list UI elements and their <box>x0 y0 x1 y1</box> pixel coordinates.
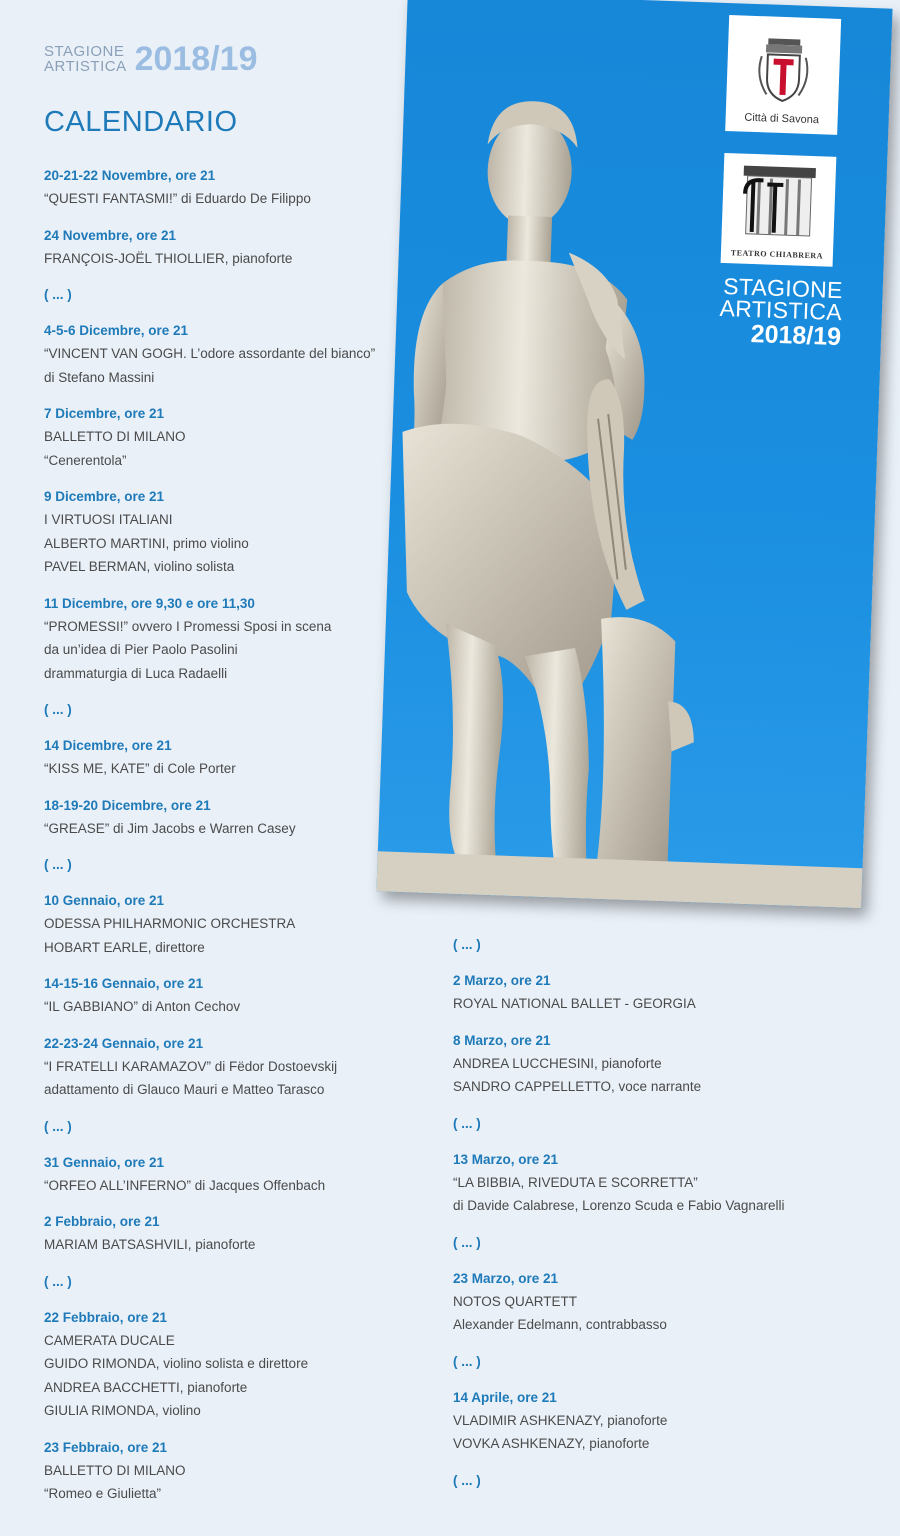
event-date: 2 Febbraio, ore 21 <box>44 1214 160 1229</box>
event-detail: “QUESTI FANTASMI!” di Eduardo De Filippo <box>44 191 311 206</box>
event-date: 9 Dicembre, ore 21 <box>44 489 165 504</box>
brochure-cover <box>376 0 892 908</box>
calendar-event <box>44 225 404 271</box>
event-detail: “IL GABBIANO” di Anton Cechov <box>44 999 241 1014</box>
calendar-right-column <box>453 934 873 1506</box>
event-detail: BALLETTO DI MILANO <box>44 1462 186 1478</box>
event-detail: “I FRATELLI KARAMAZOV” di Fëdor Dostoevskij <box>44 1058 338 1074</box>
more-events-ellipsis: ( ... ) <box>453 1472 481 1488</box>
event-detail: adattamento di Glauco Mauri e Matteo Tarasco <box>44 1082 325 1097</box>
season-year: 2018/19 <box>134 40 258 78</box>
more-events-ellipsis: ( ... ) <box>453 1115 481 1131</box>
event-detail: “LA BIBBIA, RIVEDUTA E SCORRETTA” <box>453 1174 698 1190</box>
event-detail: “VINCENT VAN GOGH. L’odore assordante del bianco” <box>44 346 376 361</box>
event-date: 2 Marzo, ore 21 <box>453 973 551 988</box>
event-date: 22 Febbraio, ore 21 <box>44 1309 168 1325</box>
page-title: CALENDARIO <box>44 106 238 138</box>
event-detail: da un’idea di Pier Paolo Pasolini <box>44 642 238 657</box>
season-header <box>44 42 257 76</box>
brochure-stagione: STAGIONE <box>722 273 844 304</box>
event-detail: VLADIMIR ASHKENAZY, pianoforte <box>453 1412 668 1428</box>
calendar-event <box>44 1437 404 1506</box>
season-label-line2: ARTISTICA <box>44 58 127 75</box>
apollo-statue-image <box>376 0 892 908</box>
calendar-left-column <box>44 165 404 1520</box>
event-detail: GIULIA RIMONDA, violino <box>44 1403 201 1418</box>
event-date: 22-23-24 Gennaio, ore 21 <box>44 1035 204 1051</box>
calendar-event <box>44 320 404 389</box>
event-date: 14 Dicembre, ore 21 <box>44 738 172 753</box>
event-detail: MARIAM BATSASHVILI, pianoforte <box>44 1237 256 1252</box>
season-label <box>44 44 127 74</box>
event-detail: drammaturgia di Luca Radaelli <box>44 665 228 681</box>
teatro-logo-box <box>721 153 837 267</box>
event-detail: SANDRO CAPPELLETTO, voce narrante <box>453 1079 702 1094</box>
event-date: 14-15-16 Gennaio, ore 21 <box>44 976 204 991</box>
event-date: 7 Dicembre, ore 21 <box>44 406 165 421</box>
event-date: 14 Aprile, ore 21 <box>453 1389 557 1405</box>
city-crest-icon <box>726 15 841 109</box>
calendar-event <box>44 973 404 1019</box>
event-date: 24 Novembre, ore 21 <box>44 227 177 243</box>
event-detail: ANDREA BACCHETTI, pianoforte <box>44 1379 248 1395</box>
event-detail: VOVKA ASHKENAZY, pianoforte <box>453 1436 650 1451</box>
event-detail: “Romeo e Giulietta” <box>44 1486 162 1501</box>
calendar-event <box>44 890 404 959</box>
event-detail: di Stefano Massini <box>44 369 155 385</box>
event-date: 4-5-6 Dicembre, ore 21 <box>44 323 189 338</box>
calendar-event <box>453 1149 873 1218</box>
event-date: 13 Marzo, ore 21 <box>453 1151 559 1167</box>
calendar-event <box>44 1211 404 1257</box>
event-detail: NOTOS QUARTETT <box>453 1293 578 1309</box>
event-detail: HOBART EARLE, direttore <box>44 939 205 955</box>
event-detail: FRANÇOIS-JOËL THIOLLIER, pianoforte <box>44 250 293 266</box>
brochure-year: 2018/19 <box>750 319 842 352</box>
season-label-line1: STAGIONE <box>44 43 125 60</box>
calendar-event <box>453 1268 873 1337</box>
more-events-ellipsis: ( ... ) <box>44 287 72 302</box>
event-detail: “Cenerentola” <box>44 452 127 468</box>
event-detail: BALLETTO DI MILANO <box>44 429 186 444</box>
more-events-ellipsis: ( ... ) <box>453 1353 481 1369</box>
event-date: 11 Dicembre, ore 9,30 e ore 11,30 <box>44 595 255 611</box>
calendar-event <box>44 486 404 579</box>
calendar-event <box>44 165 404 211</box>
event-detail: CAMERATA DUCALE <box>44 1332 175 1348</box>
event-detail: “GREASE” di Jim Jacobs e Warren Casey <box>44 820 296 836</box>
event-detail: GUIDO RIMONDA, violino solista e direttore <box>44 1356 309 1371</box>
event-detail: “KISS ME, KATE” di Cole Porter <box>44 761 236 776</box>
calendar-event <box>44 795 404 841</box>
brochure-artistica: ARTISTICA <box>719 294 843 326</box>
event-detail: PAVEL BERMAN, violino solista <box>44 559 235 574</box>
calendar-event <box>453 970 873 1016</box>
more-events-ellipsis: ( ... ) <box>453 937 481 952</box>
event-date: 23 Febbraio, ore 21 <box>44 1439 168 1455</box>
event-detail: I VIRTUOSI ITALIANI <box>44 512 173 527</box>
city-name: Città di Savona <box>744 111 820 127</box>
teatro-name: TEATRO CHIABRERA <box>730 248 824 261</box>
event-detail: ALBERTO MARTINI, primo violino <box>44 535 249 551</box>
event-detail: ODESSA PHILHARMONIC ORCHESTRA <box>44 916 296 931</box>
event-date: 23 Marzo, ore 21 <box>453 1270 559 1286</box>
event-detail: “PROMESSI!” ovvero I Promessi Sposi in scena <box>44 618 332 634</box>
calendar-event <box>44 1033 404 1102</box>
event-detail: ANDREA LUCCHESINI, pianoforte <box>453 1055 662 1071</box>
calendar-event <box>44 1307 404 1423</box>
brochure-season-title <box>718 275 843 351</box>
calendar-event <box>453 1030 873 1099</box>
teatro-logo-icon <box>721 153 836 249</box>
more-events-ellipsis: ( ... ) <box>44 857 72 872</box>
event-date: 20-21-22 Novembre, ore 21 <box>44 168 216 183</box>
event-date: 10 Gennaio, ore 21 <box>44 893 165 908</box>
city-logo-box <box>725 15 841 135</box>
calendar-event <box>44 403 404 472</box>
event-date: 31 Gennaio, ore 21 <box>44 1154 165 1170</box>
more-events-ellipsis: ( ... ) <box>44 702 72 717</box>
calendar-event <box>44 735 404 781</box>
calendar-event <box>44 1152 404 1198</box>
event-detail: Alexander Edelmann, contrabbasso <box>453 1317 667 1332</box>
calendar-event <box>44 593 404 686</box>
event-detail: di Davide Calabrese, Lorenzo Scuda e Fabio Vagnarelli <box>453 1198 785 1213</box>
event-detail: “ORFEO ALL’INFERNO” di Jacques Offenbach <box>44 1177 326 1193</box>
more-events-ellipsis: ( ... ) <box>453 1234 481 1250</box>
event-date: 8 Marzo, ore 21 <box>453 1032 551 1048</box>
event-date: 18-19-20 Dicembre, ore 21 <box>44 797 211 813</box>
more-events-ellipsis: ( ... ) <box>44 1273 72 1289</box>
event-detail: ROYAL NATIONAL BALLET - GEORGIA <box>453 996 696 1011</box>
calendar-event <box>453 1387 873 1456</box>
more-events-ellipsis: ( ... ) <box>44 1118 72 1134</box>
